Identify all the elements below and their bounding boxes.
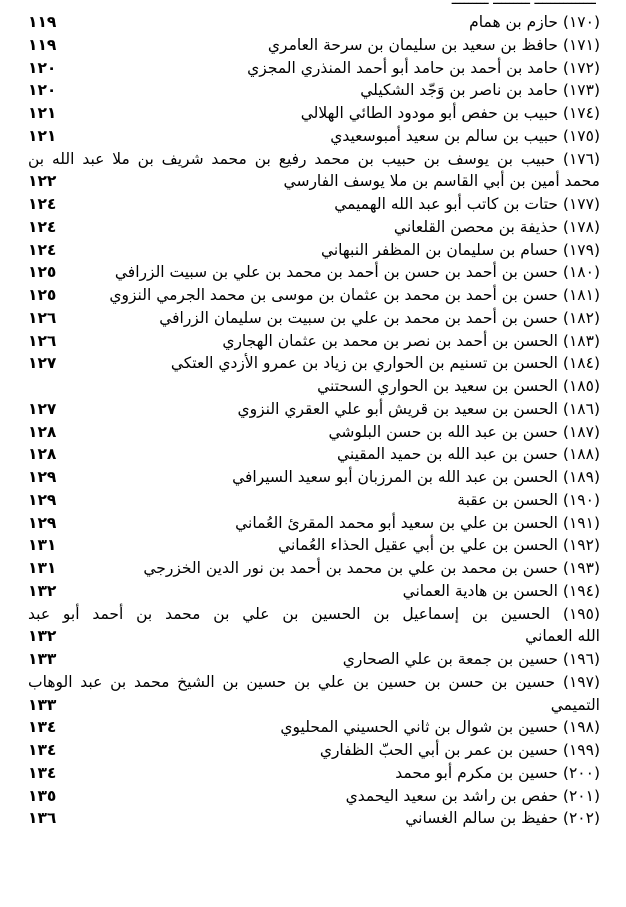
page-number: ١٢٨: [28, 445, 57, 464]
page-number: ١٢٩: [28, 513, 57, 532]
toc-row: [28, 534, 600, 556]
page-number: ١٢١: [28, 126, 57, 145]
toc-row: [28, 79, 600, 101]
entry-title: (١٨٩) الحسن بن عبد الله بن المرزبان أبو سعيد السيرافي: [232, 468, 600, 486]
entry-title: (١٩٥) الحسين بن إسماعيل بن الحسين بن علي بن محمد بن أحمد أبو عبد: [28, 604, 600, 623]
entry-title: محمد أمين بن أبي القاسم بن ملا يوسف الفارسي: [283, 172, 600, 191]
toc-row: [28, 671, 600, 693]
toc-row: [28, 785, 600, 807]
toc-row: [28, 443, 600, 465]
toc-row: [28, 512, 600, 534]
toc-row: [28, 148, 600, 170]
toc-row: [28, 557, 600, 579]
entry-title: (١٧١) حافظ بن سعيد بن سليمان بن سرحة العامري: [267, 35, 600, 54]
page-number: ١٢٠: [28, 58, 57, 77]
entry-title: (١٩٢) الحسن بن علي بن أبي عقيل الحذاء العُماني: [278, 536, 600, 555]
entry-title: (١٧٠) حازم بن همام: [469, 13, 600, 31]
entry-title: (٢٠٠) حسين بن مكرم أبو محمد: [395, 763, 600, 782]
entry-title: (٢٠٢) حفيظ بن سالم الغساني: [405, 809, 600, 828]
toc-row: [28, 170, 600, 192]
toc-row: [28, 625, 600, 647]
toc-row: [28, 284, 600, 306]
entry-title: (١٩٠) الحسن بن عقبة: [457, 490, 600, 509]
page-number: ١٣٥: [28, 786, 57, 805]
toc-row: [28, 125, 600, 147]
toc-row: [28, 375, 600, 397]
page-number: ١٣٤: [28, 763, 57, 782]
page-number: ١٢٥: [28, 286, 57, 304]
page-number: ١٢٧: [28, 399, 57, 418]
entry-title: (١٨٣) الحسن بن أحمد بن نصر بن محمد بن عثمان الهجاري: [222, 331, 600, 350]
entry-title: (١٧٧) حتات بن كاتب أبو عبد الله الهميمي: [334, 195, 600, 213]
page-number: ١٣٤: [28, 741, 57, 759]
page-number: ١٢٦: [28, 308, 57, 327]
entry-title: (١٧٣) حامد بن ناصر بن وَجّد الشكيلي: [360, 81, 600, 100]
page-number: ١٢٨: [28, 422, 57, 441]
entry-title: (١٧٦) حبيب بن يوسف بن حبيب بن محمد رفيع بن محمد شريف بن ملا عبد الله بن: [28, 149, 600, 168]
entry-title: (١٩٤) الحسن بن هادية العماني: [402, 581, 600, 600]
toc-row: [28, 762, 600, 784]
page-number: ١٣٤: [28, 718, 57, 737]
page-number: ١١٩: [28, 13, 57, 31]
page-number: ١٢٩: [28, 490, 57, 509]
toc-row: [28, 330, 600, 352]
entry-title: (١٧٨) حذيفة بن محصن القلعاني: [393, 217, 600, 236]
entry-title: (١٨١) حسن بن أحمد بن محمد بن عثمان بن موسى بن محمد الجرمي النزوي: [109, 286, 600, 304]
entry-title: (١٨٠) حسن بن أحمد بن حسن بن أحمد بن محمد بن علي بن سبيت الزرافي: [114, 263, 600, 282]
page-number: ١٣١: [28, 536, 57, 555]
entry-title: (١٩١) الحسن بن علي بن سعيد أبو محمد المقرئ العُماني: [235, 513, 600, 532]
entry-title: (١٧٥) حبيب بن سالم بن سعيد أمبوسعيدي: [330, 126, 600, 145]
toc-row: [28, 603, 600, 625]
entry-title: (١٨٦) الحسن بن سعيد بن قريش أبو علي العقري النزوي: [237, 399, 600, 418]
toc-row: [28, 57, 600, 79]
entry-title: (٢٠١) حفص بن راشد بن سعيد اليحمدي: [345, 786, 600, 805]
entry-title: (١٩٧) حسين بن حسن بن حسين بن علي بن حسين بن الشيخ محمد بن عبد الوهاب: [28, 672, 600, 691]
page-number: ١٢٤: [28, 240, 57, 259]
entry-title: (١٨٧) حسن بن عبد الله بن حسن البلوشي: [328, 422, 600, 441]
entry-title: (١٨٢) حسن بن أحمد بن محمد بن علي بن سبيت بن سليمان الزرافي: [159, 308, 600, 327]
toc-row: [28, 11, 600, 33]
toc-row: [28, 34, 600, 56]
entry-title: (١٩٨) حسين بن شوال بن ثاني الحسيني المحليوي: [280, 718, 600, 737]
entry-title: (١٧٢) حامد بن أحمد بن حامد أبو أحمد المنذري المجزي: [247, 58, 600, 77]
toc-row: [28, 102, 600, 124]
page-number: ١٣٢: [28, 581, 57, 600]
toc-row: [28, 352, 600, 374]
toc-row: [28, 239, 600, 261]
page-number: ١٢٤: [28, 195, 57, 213]
entry-title: (١٩٣) حسن بن محمد بن علي بن محمد بن أحمد بن نور الدين الخزرجي: [143, 559, 600, 577]
entry-title: (١٩٩) حسين بن عمر بن أبي الحبّ الظفاري: [319, 741, 600, 759]
page-number: ١٣٦: [28, 809, 57, 828]
page-number: ١٣٢: [28, 627, 57, 646]
page-number: ١٢٤: [28, 217, 57, 236]
page-number: ١٣١: [28, 559, 57, 577]
toc-row: [28, 694, 600, 716]
entry-title: (١٨٥) الحسن بن سعيد بن الحواري السحتني: [317, 377, 600, 395]
toc-row: [28, 716, 600, 738]
entry-title: (١٧٩) حسام بن سليمان بن المظفر النبهاني: [320, 240, 600, 259]
toc-row: [28, 421, 600, 443]
entry-title: (١٨٨) حسن بن عبد الله بن حميد المقيني: [336, 445, 600, 464]
toc-row: [28, 580, 600, 602]
toc-row: [28, 193, 600, 215]
entry-title: الله العماني: [525, 627, 600, 646]
page-number: ١١٩: [28, 35, 57, 54]
entry-title: (١٩٦) حسين بن جمعة بن علي الصحاري: [342, 650, 600, 668]
toc-row: [28, 466, 600, 488]
toc-row: [28, 261, 600, 283]
page-number: ١٢٦: [28, 331, 57, 350]
toc-row: [28, 739, 600, 761]
page-number: ١٢٩: [28, 468, 57, 486]
toc-row: [28, 307, 600, 329]
page-number: ١٢٠: [28, 81, 57, 100]
toc-row: [28, 489, 600, 511]
page-number: ١٢١: [28, 104, 57, 122]
entry-title: (١٧٤) حبيب بن حفص أبو مودود الطائي الهلالي: [300, 104, 600, 122]
toc-row: [28, 807, 600, 829]
toc-row: [28, 398, 600, 420]
toc-row: [28, 648, 600, 670]
page-number: ١٢٥: [28, 263, 57, 282]
page-number: ١٣٣: [28, 695, 57, 714]
page-number: ١٢٢: [28, 172, 57, 191]
page-number: ١٢٧: [28, 354, 57, 373]
toc-row: [28, 216, 600, 238]
page-number: ١٣٣: [28, 650, 57, 668]
entry-title: التميمي: [550, 695, 600, 714]
entry-title: (١٨٤) الحسن بن تسنيم بن الحواري بن زياد بن عمرو الأزدي العتكي: [170, 354, 600, 373]
